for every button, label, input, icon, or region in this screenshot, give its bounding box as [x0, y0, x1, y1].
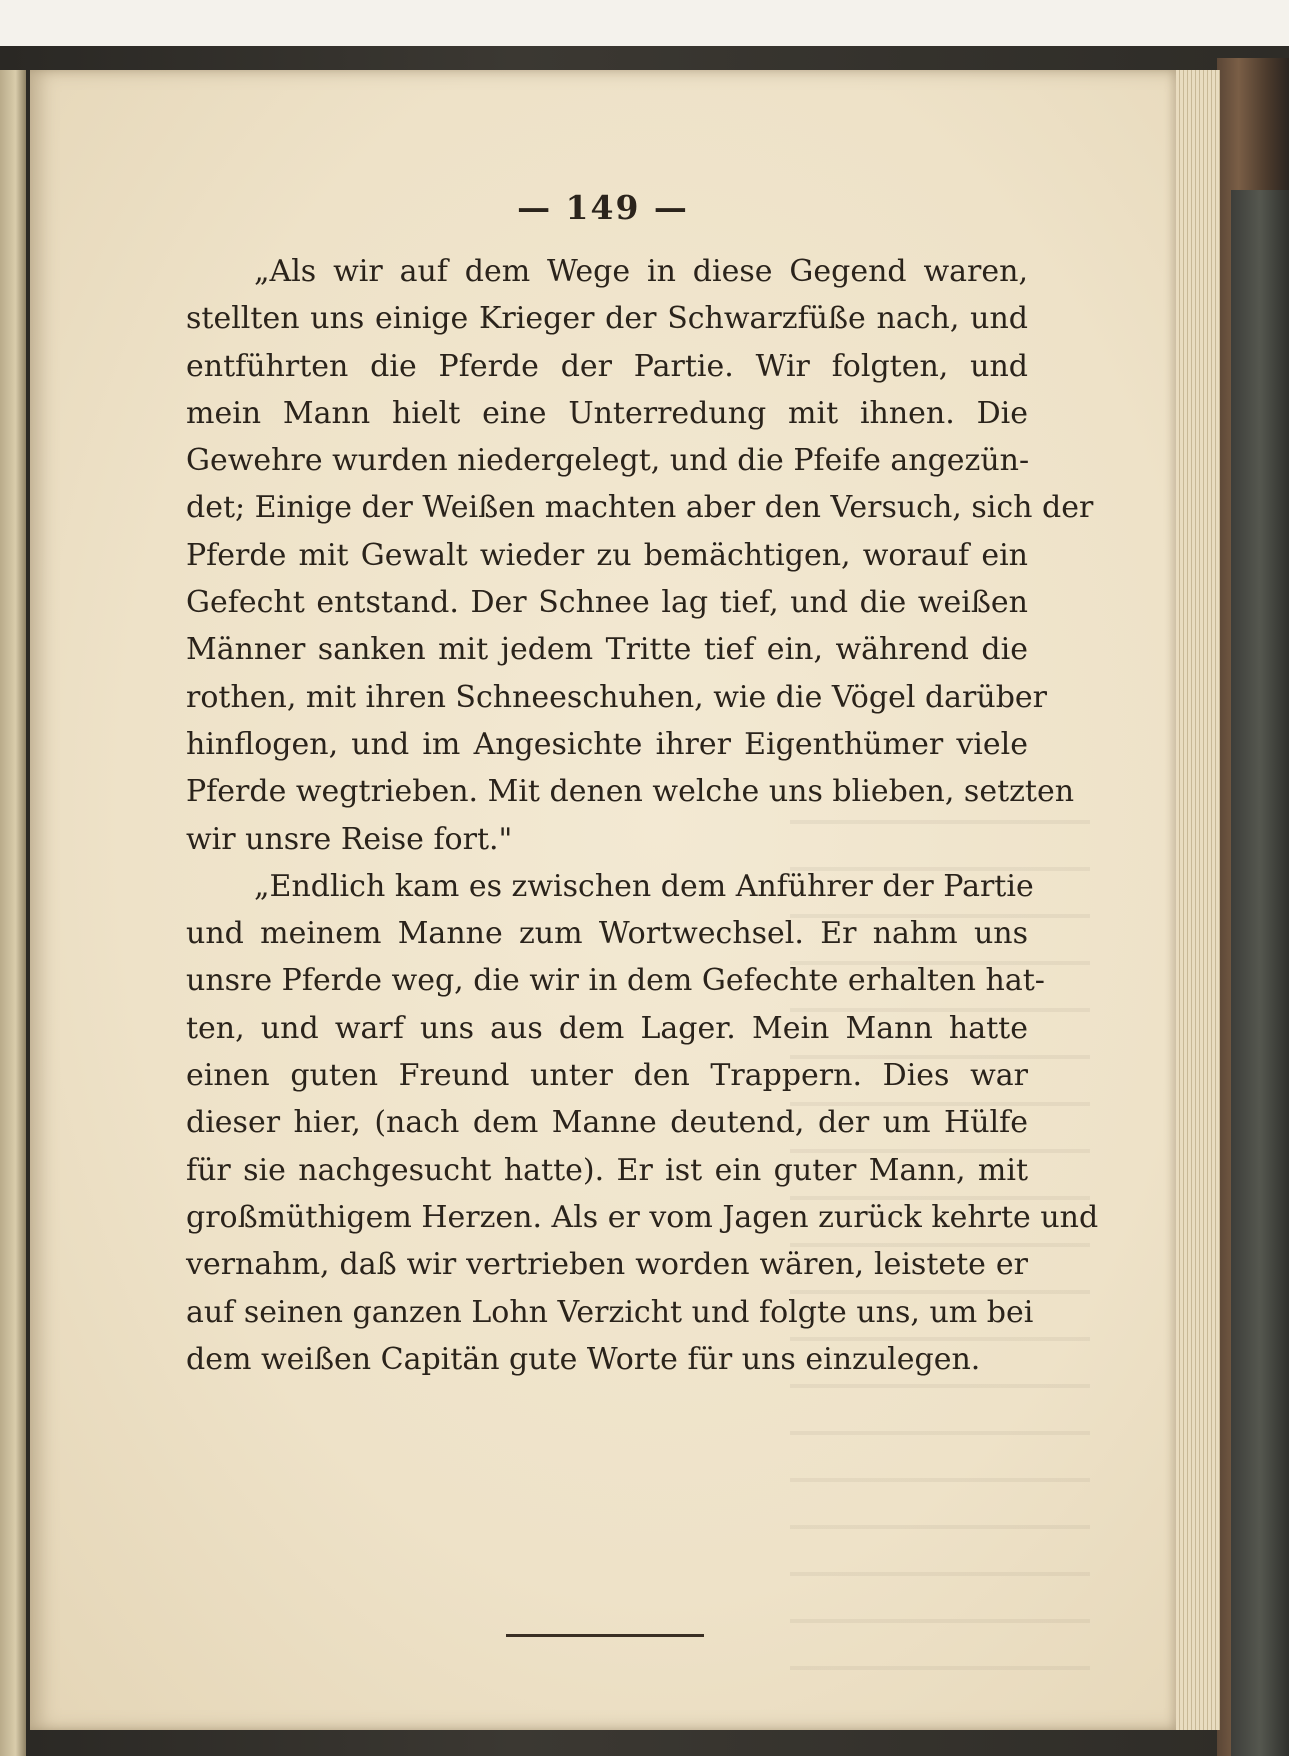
end-rule [506, 1634, 704, 1637]
body-text [186, 248, 1099, 1383]
text-line: Gefecht entstand. Der Schnee lag tief, und die weißen [186, 585, 1028, 621]
text-line: vernahm, daß wir vertrieben worden wären, leistete er [186, 1247, 1028, 1283]
text-line: wir unsre Reise fort." [186, 821, 513, 857]
text-line: großmüthigem Herzen. Als er vom Jagen zurück kehrte und [186, 1199, 1099, 1235]
text-line: rothen, mit ihren Schneeschuhen, wie die Vögel darüber [186, 679, 1048, 715]
page-number: — 149 — [517, 188, 689, 227]
text-line: Pferde wegtrieben. Mit denen welche uns blieben, setzten [186, 774, 1075, 810]
text-line: „Als wir auf dem Wege in diese Gegend waren, [254, 254, 1028, 289]
cloth-binding [1231, 190, 1289, 1756]
text-line: entführten die Pferde der Partie. Wir folgten, und [186, 348, 1028, 384]
text-line: Pferde mit Gewalt wieder zu bemächtigen, worauf ein [186, 537, 1028, 573]
book-page [30, 70, 1176, 1730]
facing-page-edge [0, 70, 26, 1756]
text-line: dieser hier, (nach dem Manne deutend, der um Hülfe [186, 1105, 1028, 1141]
text-line: dem weißen Capitän gute Worte für uns einzulegen. [186, 1341, 981, 1377]
text-line: „Endlich kam es zwischen dem Anführer der Partie [254, 868, 1034, 904]
text-line: stellten uns einige Krieger der Schwarzfüße nach, und [186, 301, 1028, 337]
text-line: und meinem Manne zum Wortwechsel. Er nahm uns [186, 916, 1028, 952]
text-line: Männer sanken mit jedem Tritte tief ein, während die [186, 632, 1028, 668]
text-line: Gewehre wurden niedergelegt, und die Pfeife angezün- [186, 443, 1030, 479]
text-line: einen guten Freund unter den Trappern. Dies war [186, 1058, 1028, 1094]
text-line: mein Mann hielt eine Unterredung mit ihnen. Die [186, 395, 1028, 431]
text-line: det; Einige der Weißen machten aber den Versuch, sich der [186, 490, 1094, 526]
text-line: hinflogen, und im Angesichte ihrer Eigenthümer viele [186, 726, 1028, 762]
text-line: unsre Pferde weg, die wir in dem Gefechte erhalten hat- [186, 963, 1045, 999]
text-line: auf seinen ganzen Lohn Verzicht und folgte uns, um bei [186, 1294, 1034, 1330]
text-line: für sie nachgesucht hatte). Er ist ein guter Mann, mit [186, 1152, 1028, 1188]
text-line: ten, und warf uns aus dem Lager. Mein Mann hatte [186, 1010, 1028, 1046]
